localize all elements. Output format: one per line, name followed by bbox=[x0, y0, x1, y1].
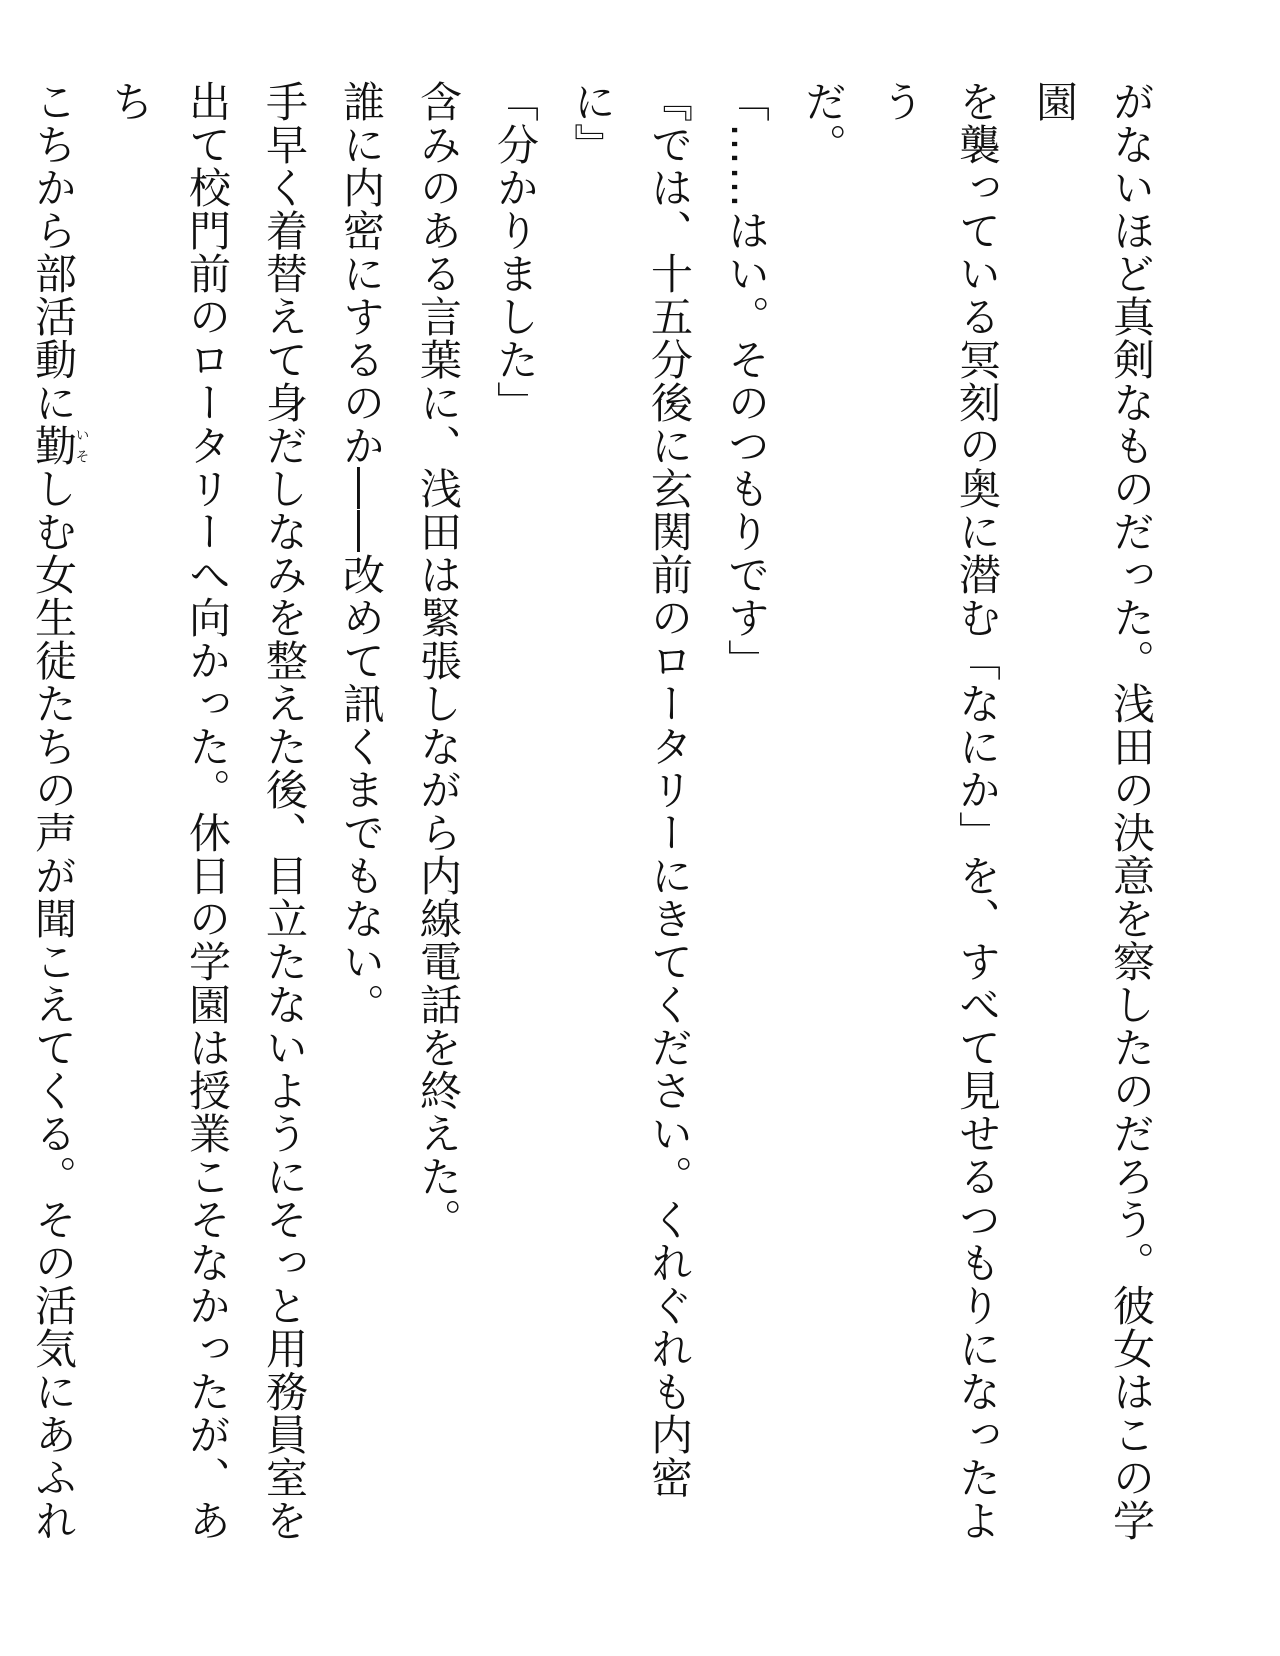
text-line-with-ruby bbox=[0, 80, 92, 1560]
ruby-annotation bbox=[29, 424, 90, 467]
text-segment: しむ女生徒たちの声が聞こえてくる。その活気にあふれ bbox=[29, 467, 78, 1542]
text-line: 手早く着替えて身だしなみを整えた後、目立たないようにそっと用務員室を bbox=[260, 80, 309, 1542]
ruby-reading: いそ bbox=[73, 424, 90, 467]
text-line: だ。 bbox=[799, 80, 848, 166]
text-line: 「分かりました」 bbox=[491, 80, 540, 424]
text-line: がないほど真剣なものだった。浅田の決意を察したのだろう。彼女はこの学園 bbox=[1030, 80, 1156, 1542]
text-line: 含みのある言葉に、浅田は緊張しながら内線電話を終えた。 bbox=[414, 80, 463, 1241]
text-line: 出て校門前のロータリーへ向かった。休日の学園は授業こそなかったが、あち bbox=[106, 80, 232, 1542]
text-segment: こちから部活動に bbox=[29, 80, 78, 424]
vertical-text-body bbox=[0, 80, 1170, 1560]
ruby-base: 勤 bbox=[29, 424, 78, 467]
text-line: 「……はい。そのつもりです」 bbox=[722, 80, 771, 682]
text-line: を襲っている冥刻の奥に潜む「なにか」を、すべて見せるつもりになったよう bbox=[876, 80, 1002, 1542]
text-line: 誰に内密にするのか――改めて訊くまでもない。 bbox=[337, 80, 386, 1026]
text-line: 『では、十五分後に玄関前のロータリーにきてください。くれぐれも内密に』 bbox=[568, 80, 694, 1499]
